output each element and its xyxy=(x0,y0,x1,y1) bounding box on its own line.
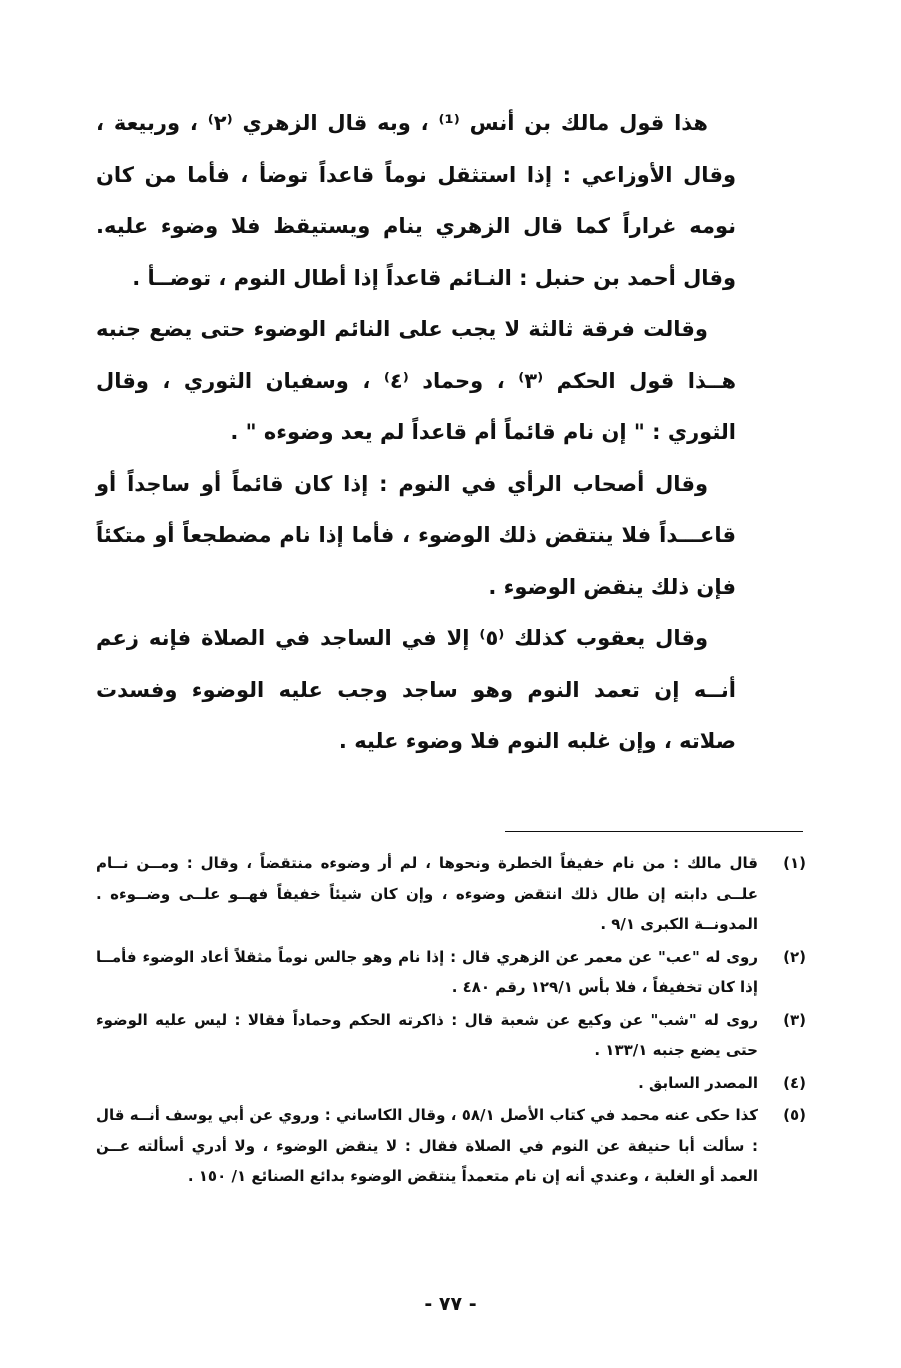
footnote-number: (١) xyxy=(783,854,806,872)
footnote xyxy=(96,1100,806,1192)
paragraph: وقالت فرقة ثالثة لا يجب على النائم الوضوء حتى يضع جنبه هــذا قول الحكم ⁽٣⁾ ، وحماد ⁽٤⁾ ، وسفيان الثوري ، وقال الثوري : " إن نام قائماً أم قاعداً لم يعد وضوءه " . xyxy=(96,317,736,444)
paragraph: وقال يعقوب كذلك ⁽٥⁾ إلا في الساجد في الصلاة فإنه زعم أنــه إن تعمد النوم وهو ساجد وجب عليه الوضوء وفسدت صلاته ، وإن غلبه النوم فلا وضوء عليه . xyxy=(96,626,736,753)
footnote-number: (٣) xyxy=(783,1010,806,1029)
paragraph: وقال أصحاب الرأي في النوم : إذا كان قائماً أو ساجداً أو قاعـــداً فلا ينتقض ذلك الوضوء ، فأما إذا نام مضطجعاً أو متكئاً فإن ذلك ينقض الوضوء . xyxy=(96,471,736,599)
footnote-number: (٤) xyxy=(783,1073,806,1092)
paragraph: هذا قول مالك بن أنس ⁽¹⁾ ، وبه قال الزهري ⁽٢⁾ ، وربيعة ، وقال الأوزاعي : إذا استثقل نوماً قاعداً توضأ ، فأما من كان نومه غراراً كما قال الزهري ينام ويستيقظ فلا وضوء عليه. وقال أحمد بن حنبل : النـائم قاعداً إذا أطال النوم ، توضــأ . xyxy=(96,111,736,290)
footnote-text: روى له "شب" عن وكيع عن شعبة قال : ذاكرته الحكم وحماداً فقالا : ليس عليه الوضوء حتى يضع جنبه ١٣٣/١ . xyxy=(96,1010,758,1059)
footnote-text: قال مالك : من نام خفيفاً الخطرة ونحوها ، لم أر وضوءه منتقضاً ، وقال : ومــن نــام علــى دابته إن طال ذلك انتقض وضوءه ، وإن كان شيئاً خفيفاً فهــو علــى وضــوءه . المدونــة الكبرى ٩/١ . xyxy=(96,854,758,933)
footnote-separator xyxy=(505,831,803,832)
footnote-text: كذا حكى عنه محمد في كتاب الأصل ٥٨/١ ، وقال الكاساني : وروي عن أبي يوسف أنــه قال : سألت أبا حنيفة عن النوم في الصلاة فقال : لا ينقض الوضوء ، ولا أدري أسألته عــن العمد أو الغلبة ، وعندي أنه إن نام متعمداً ينتقض الوضوء بدائع الصنائع ١/ ١٥٠ . xyxy=(96,1106,758,1185)
footnote-number: (٥) xyxy=(783,1106,806,1124)
footnote xyxy=(96,1068,806,1099)
footnote-number: (٢) xyxy=(783,947,806,966)
footnote xyxy=(96,848,806,940)
footnote xyxy=(96,1005,806,1066)
footnote-text: روى له "عب" عن معمر عن الزهري قال : إذا نام وهو جالس نوماً مثقلاً أعاد الوضوء فأمــا إذا كان تخفيفاً ، فلا بأس ١٢٩/١ رقم ٤٨٠ . xyxy=(96,947,758,996)
footnote xyxy=(96,942,806,1003)
page-number: - ٧٧ - xyxy=(424,1293,477,1315)
footnote-text: المصدر السابق . xyxy=(638,1073,758,1092)
main-text xyxy=(96,98,736,768)
footnotes xyxy=(96,848,806,1194)
